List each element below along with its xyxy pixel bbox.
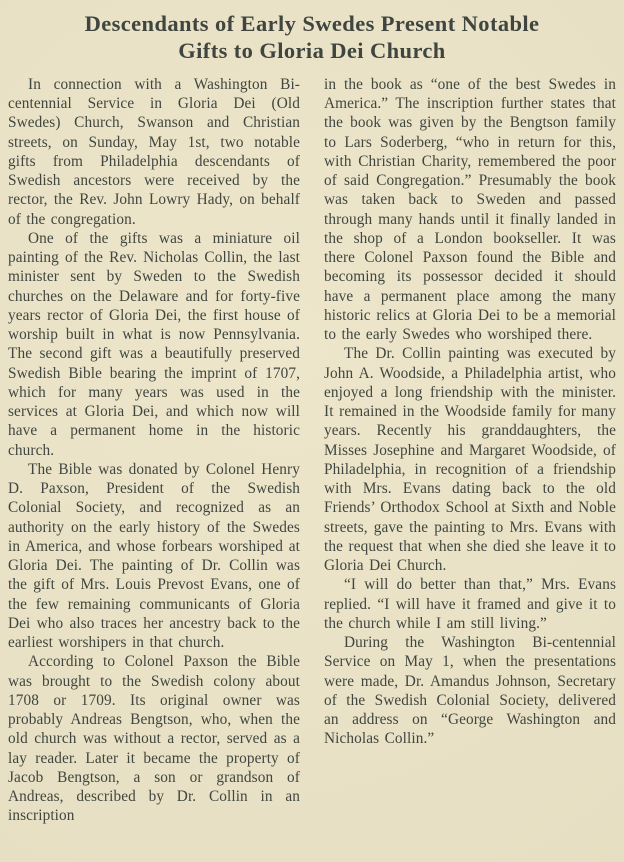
paragraph: According to Colonel Paxson the Bible was brought to the Swedish colony about 1708 or 1709. Its original owner was probably Andreas Bengtson, who, when the old church was without a rector, served as a lay reader. Later it became the property of Jacob Bengtson, a son or grandson of Andreas, described by Dr. Collin in an inscription (8, 653, 300, 825)
paragraph-continuation: in the book as “one of the best Swedes in America.” The inscription further states that the book was given by the Bengtson family to Lars Soderberg, “who in return for this, with Christian Charity, remembered the poor of said Congregation.” Presumably the book was taken back to Sweden and passed through many hands until it finally landed in the shop of a London bookseller. It was there Colonel Paxson found the Bible and becoming its possessor decided it should have a permanent place among the many historic relics at Gloria Dei to be a memorial to the early Swedes who worshiped there. (324, 75, 616, 344)
paragraph: The Bible was donated by Colonel Henry D. Paxson, President of the Swedish Colonial Society, and recognized as an authority on the early history of the Swedes in America, and whose forbears worshiped at Gloria Dei. The painting of Dr. Collin was the gift of Mrs. Louis Prevost Evans, one of the few remaining communicants of Gloria Dei who also traces her ancestry back to the earliest worshipers in that church. (8, 460, 300, 652)
article-body (8, 75, 616, 826)
article-title-line2: Gifts to Gloria Dei Church (178, 38, 446, 64)
paragraph: One of the gifts was a miniature oil painting of the Rev. Nicholas Collin, the last minister sent by Sweden to the Swedish churches on the Delaware and for forty-five years rector of Gloria Dei, the first house of worship built in what is now Pennsylvania. The second gift was a beautifully preserved Swedish Bible bearing the imprint of 1707, which for many years was used in the services at Gloria Dei, and which now will have a permanent home in the historic church. (8, 229, 300, 459)
left-column (8, 75, 300, 826)
paragraph: “I will do better than that,” Mrs. Evans replied. “I will have it framed and give it to the church while I am still living.” (324, 576, 616, 632)
paragraph: During the Washington Bi-centennial Service on May 1, when the presentations were made, Dr. Amandus Johnson, Secretary of the Swedish Colonial Society, delivered an address on “George Washington and Nicholas Collin.” (324, 634, 616, 748)
paragraph: The Dr. Collin painting was executed by John A. Woodside, a Philadelphia artist, who enjoyed a long friendship with the minister. It remained in the Woodside family for many years. Recently his granddaughters, the Misses Josephine and Margaret Woodside, of Philadelphia, in recognition of a friendship with Mrs. Evans dating back to the old Friends’ Orthodox School at Sixth and Noble streets, gave the painting to Mrs. Evans with the request that when she died she leave it to Gloria Dei Church. (324, 345, 616, 575)
paragraph: In connection with a Washington Bi-centennial Service in Gloria Dei (Old Swedes) Church, Swanson and Christian streets, on Sunday, May 1st, two notable gifts from Philadelphia descendants of Swedish ancestors were received by the rector, the Rev. John Lowry Hady, on behalf of the congregation. (8, 75, 300, 228)
article-title (8, 10, 616, 65)
right-column (324, 75, 616, 826)
article-title-line1: Descendants of Early Swedes Present Notable (84, 11, 540, 36)
